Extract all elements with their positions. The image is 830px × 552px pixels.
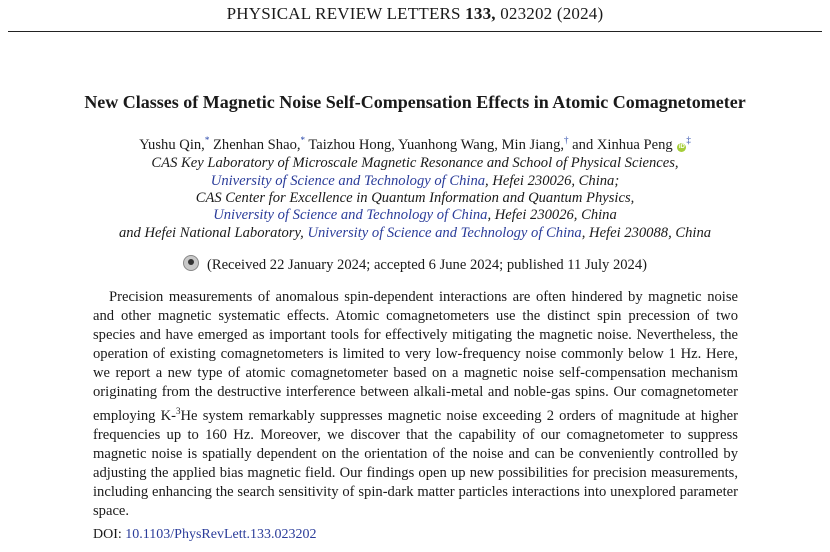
isotope-superscript: 3	[176, 406, 181, 416]
author-2-footnote-link[interactable]: *	[300, 135, 306, 145]
author-4: and Xinhua Peng	[568, 137, 673, 153]
author-3: Taizhou Hong, Yuanhong Wang, Min Jiang,	[305, 137, 565, 153]
author-2: Zhenhan Shao,	[209, 137, 301, 153]
check-for-updates-icon[interactable]	[183, 255, 199, 271]
abstract-paragraph	[93, 288, 738, 521]
affiliation-line-4-rest: , Hefei 230026, China	[487, 207, 617, 223]
affiliation-line-5	[0, 225, 830, 242]
journal-header	[0, 4, 830, 24]
doi-line	[93, 527, 316, 543]
doi-link[interactable]: 10.1103/PhysRevLett.133.023202	[125, 527, 317, 542]
orcid-icon[interactable]: iD	[678, 144, 685, 150]
paper-title: New Classes of Magnetic Noise Self-Compensation Effects in Atomic Comagnetometer	[84, 92, 746, 112]
affiliation-link-ustc-2[interactable]: University of Science and Technology of China	[213, 207, 488, 223]
affiliation-line-2-rest: , Hefei 230026, China;	[485, 173, 620, 189]
dates-text: (Received 22 January 2024; accepted 6 June 2024; published 11 July 2024)	[206, 257, 647, 273]
affiliation-link-ustc-3[interactable]: University of Science and Technology of China	[307, 225, 582, 241]
affiliation-line-2	[0, 173, 830, 190]
affiliation-line-5-rest: , Hefei 230088, China	[581, 225, 712, 241]
journal-volume: 133,	[465, 4, 496, 23]
author-list	[0, 135, 830, 154]
affiliation-line-3: CAS Center for Excellence in Quantum Information and Quantum Physics,	[195, 190, 635, 206]
publication-dates	[0, 255, 830, 274]
author-1-footnote-link[interactable]: *	[204, 135, 210, 145]
affiliation-line-4	[0, 207, 830, 224]
doi-label: DOI:	[93, 527, 122, 542]
author-1: Yushu Qin,	[139, 137, 205, 153]
affiliation-line-1: CAS Key Laboratory of Microscale Magnetic Resonance and School of Physical Sciences,	[151, 155, 679, 171]
abstract-text-2: He system remarkably suppresses magnetic noise exceeding 2 orders of magnitude at higher frequencies up to 160 Hz. Moreover, we discover that the capability of our comagnetometer to suppress magnetic noise is spatially dependent on the orientation of the noise and can be conveniently controlled by adjusting the applied bias magnetic field. Our findings open up new possibilities for precision measurements, including enhancing the search sensitivity of spin-dark matter particles interactions into unexplored parameter space.	[93, 407, 738, 519]
journal-name: PHYSICAL REVIEW LETTERS	[226, 4, 461, 23]
header-rule	[8, 31, 822, 32]
affiliation-line-5-pre: and Hefei National Laboratory,	[118, 225, 308, 241]
abstract	[93, 288, 738, 521]
author-3-footnote-link[interactable]: †	[564, 135, 569, 145]
affiliation-link-ustc-1[interactable]: University of Science and Technology of China	[210, 173, 486, 189]
article-number: 023202 (2024)	[500, 4, 604, 23]
author-4-footnote-link[interactable]: ‡	[686, 135, 691, 145]
abstract-text-1: Precision measurements of anomalous spin-dependent interactions are often hindered by magnetic noise and other magnetic systematic effects. Atomic comagnetometers use the distinct spin precession of two species and have emerged as important tools for effectively mitigating the magnetic noise. Nevertheless, the operation of existing comagnetometers is limited to very low-frequency noise commonly below 1 Hz. Here, we report a new type of atomic comagnetometer based on a magnetic noise self-compensation mechanism originating from the destructive interference between alkali-metal and noble-gas spins. Our comagnetometer employing K-	[93, 289, 738, 424]
